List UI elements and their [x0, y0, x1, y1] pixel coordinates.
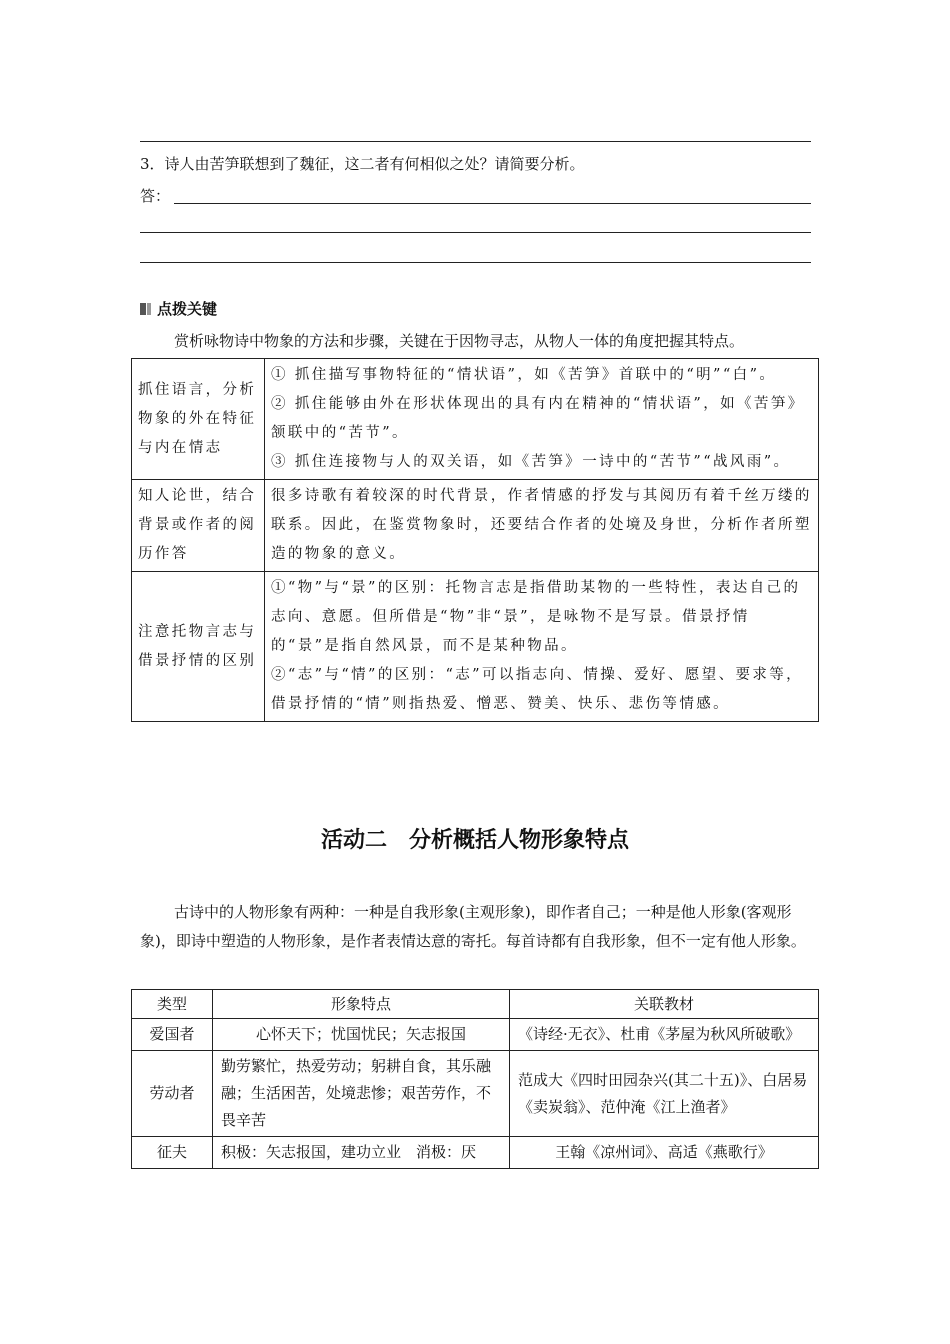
content-line: ②“志”与“情”的区别：“志”可以指志向、情操、爱好、愿望、要求等，借景抒情的“情”则指热爱、憎恶、赞美、快乐、悲伤等情感。 — [271, 667, 804, 712]
key-section-heading — [140, 298, 217, 320]
character-table — [131, 989, 819, 1169]
row-label: 抓住语言，分析物象的外在特征与内在情志 — [132, 359, 265, 480]
method-table — [131, 358, 819, 722]
feature-cell: 积极：矢志报国，建功立业 消极：厌 — [213, 1137, 510, 1169]
row-label: 知人论世，结合背景或作者的阅历作答 — [132, 480, 265, 572]
key-section-intro: 赏析咏物诗中物象的方法和步骤，关键在于因物寻志，从物人一体的角度把握其特点。 — [174, 332, 745, 350]
row-content — [265, 359, 819, 480]
key-heading-text: 点拨关键 — [157, 300, 218, 318]
table-row — [132, 572, 819, 722]
question-3: 3．诗人由苦笋联想到了魏征，这二者有何相似之处？请简要分析。 — [140, 155, 585, 173]
answer-label: 答： — [140, 187, 171, 205]
text-cell: 《诗经·无衣》、杜甫《茅屋为秋风所破歌》 — [510, 1019, 819, 1051]
table-header-row — [132, 990, 819, 1019]
text-cell: 王翰《凉州词》、高适《燕歌行》 — [510, 1137, 819, 1169]
heading-marker-icon — [140, 303, 151, 315]
row-label: 注意托物言志与借景抒情的区别 — [132, 572, 265, 722]
section-title: 活动二 分析概括人物形象特点 — [320, 828, 629, 853]
section-intro: 古诗中的人物形象有两种：一种是自我形象(主观形象)，即作者自己；一种是他人形象(客观形象)，即诗中塑造的人物形象，是作者表情达意的寄托。每首诗都有自我形象，但不一定有他人形象。 — [140, 903, 806, 950]
content-line: ② 抓住能够由外在形状体现出的具有内在精神的“情状语”，如《苦笋》颔联中的“苦节”。 — [271, 396, 805, 441]
answer-line — [140, 232, 811, 233]
answer-line — [140, 141, 811, 142]
column-header: 类型 — [132, 990, 213, 1019]
row-content — [265, 572, 819, 722]
content-line: ①“物”与“景”的区别：托物言志是指借助某物的一些特性，表达自己的志向、意愿。但所借是“物”非“景”，是咏物不是写景。借景抒情的“景”是指自然风景，而不是某种物品。 — [271, 580, 801, 654]
table-row — [132, 480, 819, 572]
column-header: 关联教材 — [510, 990, 819, 1019]
answer-line — [140, 262, 811, 263]
answer-line — [174, 203, 811, 204]
table-row — [132, 1051, 819, 1137]
content-line: ③ 抓住连接物与人的双关语，如《苦笋》一诗中的“苦节”“战风雨”。 — [271, 454, 791, 470]
table-row — [132, 1137, 819, 1169]
type-cell: 征夫 — [132, 1137, 213, 1169]
content-line: ① 抓住描写事物特征的“情状语”，如《苦笋》首联中的“明”“白”。 — [271, 367, 777, 383]
table-row — [132, 359, 819, 480]
feature-cell: 心怀天下；忧国忧民；矢志报国 — [213, 1019, 510, 1051]
column-header: 形象特点 — [213, 990, 510, 1019]
row-content — [265, 480, 819, 572]
type-cell: 劳动者 — [132, 1051, 213, 1137]
text-cell: 范成大《四时田园杂兴(其二十五)》、白居易《卖炭翁》、范仲淹《江上渔者》 — [510, 1051, 819, 1137]
type-cell: 爱国者 — [132, 1019, 213, 1051]
content-line: 很多诗歌有着较深的时代背景，作者情感的抒发与其阅历有着千丝万缕的联系。因此，在鉴赏物象时，还要结合作者的处境及身世，分析作者所塑造的物象的意义。 — [271, 488, 812, 562]
table-row — [132, 1019, 819, 1051]
feature-cell: 勤劳繁忙，热爱劳动；躬耕自食，其乐融融；生活困苦，处境悲惨；艰苦劳作，不畏辛苦 — [213, 1051, 510, 1137]
